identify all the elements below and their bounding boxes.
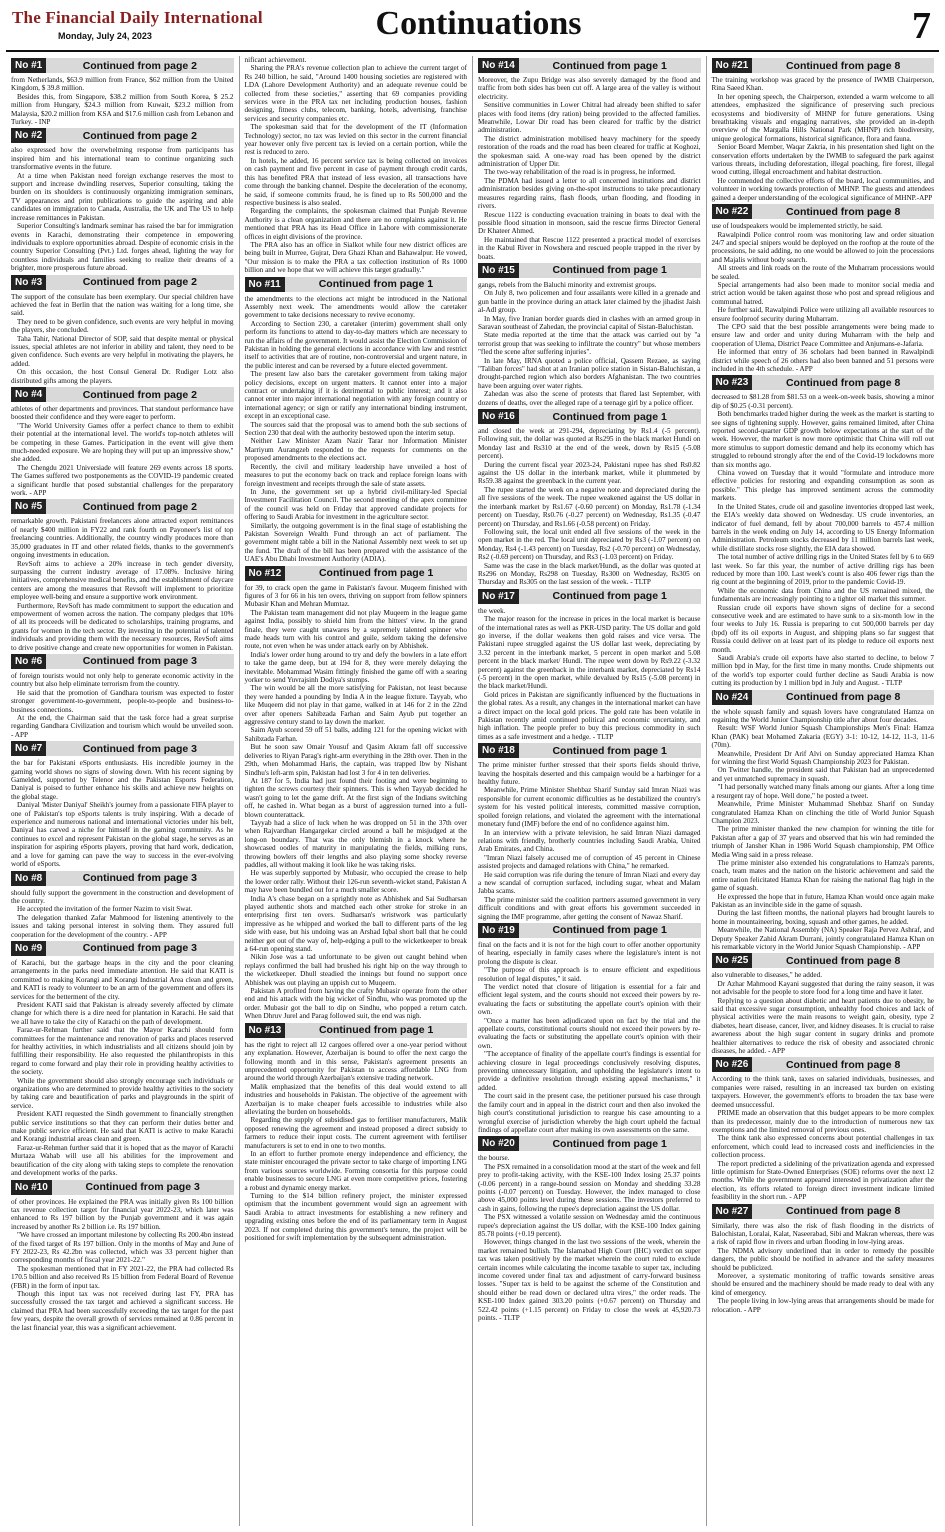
- story-number-tag: No #5: [11, 499, 46, 514]
- story-paragraph: He commended the collective efforts of the board, local communities, and volunteer in working towards protection of MHNP. The guests and attendees gained a deeper understanding of the ecological significance of MHNP.-APP: [711, 176, 934, 202]
- story-paragraph: Following suit, the local unit ended all five sessions of the week in the open market in the red. The local unit depreciated by Rs3 (-1.07 percent) on Monday, Rs4 (-1.43 percent) on Tuesday, Rs2 (-0.70 percent) on Wednesday, Rs2 (-0.69 percent) on Thursday, and Rs3 (-1.03 percent) on Friday.: [478, 527, 701, 562]
- story-paragraph: The two-way rehabilitation of the road is in progress, he informed.: [484, 168, 676, 177]
- story-body: [712, 222, 935, 373]
- story-paragraph: the week.: [478, 606, 506, 615]
- story-number-tag: No #12: [245, 566, 286, 581]
- story-paragraph: Senior Board Member, Waqar Zakria, in his presentation shed light on the conservation efforts undertaken by the IWMB to safeguard the park against various threats, including deforestation, illegal poaching, fire forest, illegal wood cutting, illegal encroachment and habitat destruction.: [711, 143, 934, 177]
- story-number-tag: No #24: [712, 690, 753, 705]
- story-paragraph: The spokesman said that for the development of the IT (Information Technology) sector, no tax was levied on this sector in the current financial year however only five percent tax is levied on a certain portion, while the rest is reduced to zero.: [244, 123, 467, 157]
- story-paragraph: athletes of other departments and provinces. That standout performance have boosted their confidence and they were eager to perform.: [11, 405, 234, 422]
- story-paragraph: "The World University Games offer a perfect chance to them to exhibit their potential at the international level. The world's top-notch athletes will be competing in these Games. Participation in the event will give them much-needed exposure. We are hoping they will put up an impressive show," she added.: [11, 421, 234, 464]
- story-paragraph: Same was the case in the black market/Hundi, as the dollar was quoted at Rs296 on Monday, Rs298 on Tuesday, Rs300 on Wednesday, Rs305 on Thursday and Rs305 on the last session of the week. - TLTP: [478, 561, 701, 587]
- continued-from-label: Continued from page 8: [785, 376, 901, 389]
- story-body: [245, 56, 468, 275]
- story-header: [712, 953, 935, 968]
- continued-from-label: Continued from page 1: [552, 410, 667, 423]
- story-paragraph: the amendments to the elections act might be introduced in the National Assembly next week. The amendments would allow the caretaker government to take decisions necessary to revive economy.: [244, 294, 467, 320]
- story-paragraph: The prime minister further stressed that their sports fields should thrive, leaving the hospitals deserted and this campaign would be a harbinger for a healthy future.: [478, 761, 701, 787]
- story-body: [245, 295, 468, 564]
- story-paragraph: decreased to $81.28 from $81.53 on a week-on-week basis, showing a minor dip of $0.25 (-0.31 percent).: [711, 393, 934, 410]
- story-paragraph: remarkable growth. Pakistani freelancers alone attracted export remittances of nearly $400 million in FY22 and rank fourth on Payoneer's list of top freelancing countries. Additionally, the country windly produces more than 35,000 graduates in IT and other related fields, thanks to the government's ongoing investments in education.: [11, 517, 234, 560]
- story-header: [712, 375, 935, 390]
- continuation-story: [11, 275, 234, 385]
- continuation-story: [712, 1204, 935, 1314]
- story-paragraph: He said that the promotion of Gandhara tourism was expected to foster stronger government-to-government, people-to-people and business-to-business connections.: [11, 688, 234, 714]
- story-paragraph: The verdict noted that closure of litigation is essential for a fair and efficient legal system, and the courts should not exceed their powers by re-evaluating the facts or substituting the appellate court's opinion with their own.: [478, 983, 701, 1017]
- story-paragraph: The sources said that the proposal was to amend both the sub sections of Section 230 that deal with the authority bestowed upon the interim setup.: [244, 420, 467, 438]
- story-paragraph: PRIME made an observation that this budget appears to be more complex than its predecessor, mainly due to the introduction of numerous new tax exemptions and the limited removal of previous ones.: [711, 1109, 934, 1134]
- continuation-story: [11, 654, 234, 739]
- story-paragraph: He maintained that Rescue 1122 presented a practical model of exercises in the Kabul River in Nowshera and rescued people trapped in the river by boats.: [478, 235, 701, 261]
- column-2: [240, 56, 474, 1526]
- story-paragraph: Similarly, the outgoing government is in the final stage of establishing the Pakistan Sovereign Wealth Fund through an act of parliament. The government might table a bill in the National Assembly next week to set up the fund. The draft of the bill has been prepared with the assistance of the UAE's Abu Dhabi Investment Authority (ADIA).: [244, 521, 467, 564]
- continuation-story: [712, 58, 935, 202]
- story-header: [11, 499, 234, 514]
- continuation-story: [11, 871, 234, 939]
- story-number-tag: No #1: [11, 58, 46, 73]
- story-body: [11, 517, 234, 652]
- continuation-story: [11, 387, 234, 497]
- story-header: [478, 409, 701, 424]
- story-body: [478, 76, 701, 261]
- continuation-story: [478, 58, 701, 261]
- story-number-tag: No #13: [245, 1023, 286, 1038]
- story-paragraph: The people living in low-lying areas that arrangements should be made for relocation. - APP: [711, 1297, 934, 1314]
- story-paragraph: According to the think tank, taxes on salaried individuals, businesses, and companies were raised, resulting in an increased tax burden on existing taxpayers. However, the government's efforts to broaden the tax base were deemed unsuccessful.: [711, 1075, 934, 1109]
- story-paragraph: Moreover, a systematic monitoring of traffic towards sensitive areas should be ensured and the machinery should be made ready to deal with any kind of emergency.: [711, 1272, 934, 1297]
- continued-from-label: Continued from page 8: [785, 1058, 901, 1071]
- story-body: [245, 1041, 468, 1243]
- story-paragraph: of Karachi, but the garbage heaps in the city and the poor cleaning arrangements in the parks need immediate attention. He said that KATI is committed to making Korangi and Korangi Industrial Area clean and green, and KATI is ready to volunteer to be an arm of the government and offers its services for the betterment of the city.: [11, 958, 234, 1001]
- story-paragraph: In May, five Iranian border guards died in clashes with an armed group in Saravan southeast of Zahedan, the provincial capital of Sistan-Baluchistan.: [478, 314, 701, 331]
- story-body: [478, 1154, 701, 1322]
- story-paragraph: India A's chase began on a sprightly note as Abhishek and Sai Sudharsan played authentic shots and matched each other stroke for stroke in an enterprising first ten overs. Sudharsan's wristwork was particularly impressive as he whipped and worked the ball to different parts of the leg side with ease, but his undoing was an Arshad Iqbal short ball that he could neither get out of the way of, help-edging a pull to the wicketkeeper to break a 64-run opening stand.: [244, 894, 467, 954]
- story-paragraph: "The purpose of this approach is to ensure efficient and expeditious resolution of legal disputes," it said.: [478, 966, 701, 983]
- continued-from-label: Continued from page 2: [82, 500, 198, 513]
- story-paragraph: Saudi Arabia's crude oil exports have also started to decline, to below 7 million bpd in May, for the first time in many months. Crude shipments out of the world's top exporter could further decline as Saudi Arabia is now cutting its production by 1 million bpd in July and August. - TLTP: [711, 654, 934, 688]
- story-paragraph: of other provinces. He explained the PRA was initially given Rs 100 billion tax revenue collection target for financial year 2022-23, which later was enhanced to Rs 197 billion by the Punjab government and it was again increased by another Rs 2 billion i.e. Rs 197 billion.: [11, 1197, 234, 1231]
- story-paragraph: The report predicted a sidelining of the privatization agenda and expressed little optimism for State-Owned Enterprises (SOE) reforms over the next 12 months. While the government appeared interested in privatization after the election, its efforts related to foreign direct investment indicate limited feasibility in the short run. - APP: [711, 1159, 934, 1202]
- story-paragraph: In the United States, crude oil and gasoline inventories dropped last week, the EIA's weekly data showed on Wednesday. US crude inventories, an indicator of fuel demand, fell by about 700,000 barrels to 457.4 million barrels in the week ending on July 14, according to US Energy Information Administration. Petroleum stocks decreased by 11 million barrels last week, while distillate stocks rose slightly, the EIA data showed.: [711, 502, 934, 553]
- story-paragraph: At a time when Pakistan need foreign exchange reserves the most to support and increase dwindling reserves, Superior consulting, taking the burden on its shoulders is continuously organizing immigration seminars, TV appearances and print publications to guide the aspiring and able candidates on immigration to Canada, Australia, the UK and The US to help increase remittances in Pakistan.: [11, 171, 234, 222]
- story-header: [712, 1204, 935, 1219]
- story-paragraph: Faraz-ur-Rehman further said that it is hoped that as the mayor of Karachi Murtaza Wahab will use all his abilities for the improvement and beautification of the city along with taking steps to complete the renovation and development works of the parks.: [11, 1143, 234, 1178]
- story-paragraph: He said corruption was rife during the tenure of Imran Niazi and every day a new scandal of corruption surfaced, including sugar, wheat and Malam Jabba scams.: [478, 870, 701, 896]
- story-number-tag: No #15: [478, 263, 519, 278]
- story-paragraph: On July 8, two policemen and four assailants were killed in a grenade and gun battle in the province during an attack later claimed by the jihadist Jaish al-Adl group.: [478, 289, 701, 315]
- story-number-tag: No #27: [712, 1204, 753, 1219]
- story-paragraph: While the economic data from China and the US remained mixed, the fundamentals are increasingly pointing to a tighter oil market this summer.: [711, 586, 934, 604]
- story-body: [478, 607, 701, 742]
- story-paragraph: from Netherlands, $63.9 million from France, $62 million from the United Kingdom, $ 39.8 million.: [11, 76, 234, 93]
- story-paragraph: They need to be given confidence, such events are very helpful in moving the players, she concluded.: [11, 317, 234, 335]
- story-paragraph: Meanwhile, Prime Minister Muhammad Shehbaz Sharif on Sunday congratulated Hamza Khan on clinching the title of World Junior Squash Champion 2023.: [711, 800, 934, 825]
- story-paragraph: Pakistan A profited from having the crafty Mubasir operate from the other end and his attack with the big wicket of Sindhu, who was promoted up the order. Mubasir got the ball to dip on Sindhu, who popped a return catch. When Dhruv Jurel and Parag followed suit, the end was nigh.: [244, 987, 467, 1021]
- story-paragraph: The rupee started the week on a negative note and depreciated during the all five sessions of the week. The rupee weakened against the US dollar in the interbank market by Rs1.67 (-0.60 percent) on Monday, Rs1.78 (-1.34 percent) on Tuesday, Rs0.76 (-0.27 percent) on Wednesday, Rs1.35 (-0.47 percent) on Thursday, and Rs1.66 (-0.58 percent) on Friday.: [478, 485, 701, 528]
- continuation-story: [478, 589, 701, 742]
- story-number-tag: No #23: [712, 375, 753, 390]
- story-paragraph: According to Section 230, a caretaker (interim) government shall only perform its functions to attend to day-to-day matters which are necessary to run the affairs of the government. It would assist the Election Commission of Pakistan in holding the general elections in accordance with law and restrict itself to activities that are of routine, non-controversial and urgent nature, in the public interest and can be reversed by a future elected government.: [244, 319, 467, 370]
- continuation-story: [712, 953, 935, 1055]
- continuation-story: [478, 743, 701, 921]
- story-header: [712, 1057, 935, 1072]
- story-paragraph: The win would be all the more satisfying for Pakistan, not least because they were handed a pounding by India A in the league fixture. Tayyab, who like Muqeem did not play in that game, walked in at 146 for 2 in the 22nd over after openers Sahibzada Farhan and Saim Ayub put together an aggressive century stand to lay down the marker.: [244, 684, 467, 727]
- story-number-tag: No #8: [11, 871, 46, 886]
- story-header: [712, 690, 935, 705]
- continued-from-label: Continued from page 1: [552, 744, 667, 757]
- story-paragraph: The prime minister also extended his congratulations to Hamza's parents, coach, team mates and the nation on the historic achievement and said the entire nation felicitated Hamza Khan for raising the national flag high in the game of squash.: [711, 858, 934, 893]
- story-paragraph: But he soon saw Omair Yousuf and Qasim Akram fall off successive deliveries to Riyan Parag's right-arm everything in the 28th over. Then in the 29th, when Mohammad Haris, the captain, was trapped lbw by Nishant Sindhu's left-arm spin, Pakistan had lost 3 for 4 in ten deliveries.: [244, 743, 467, 777]
- story-paragraph: President KATI said that Pakistan is already severely affected by climate change for which there is a dire need for plantation in Karachi. He said that we all have to take the city of Karachi on the path of development.: [11, 1000, 234, 1026]
- story-paragraph: has the right to reject all 12 cargoes offered over a one-year period without any explanation. However, Azerbaijan is bound to offer the next cargo the following month and in this sense, Pakistan's agreement presents an unprecedented opportunity for Pakistan to access affordable LNG from around the world through Azerbaijan's extensive trading network.: [244, 1040, 467, 1083]
- story-paragraph: The spokesman mentioned that in FY 2021-22, the PRA had collected Rs 170.5 billion and also received Rs 15 billion from Federal Board of Revenue (FBR) in the form of input tax.: [11, 1264, 234, 1290]
- story-body: [712, 1075, 935, 1201]
- continued-from-label: Continued from page 1: [318, 278, 434, 291]
- story-paragraph: Dr Azhar Mahmood Kayani suggested that during the rainy season, it was not advisable for the people to store food for a long time and have it later.: [711, 979, 934, 997]
- story-header: [245, 566, 468, 581]
- story-paragraph: The think tank also expressed concerns about potential challenges in tax enforcement, which could lead to increased costs and inefficiencies in the collection process.: [711, 1134, 934, 1160]
- story-paragraph: Meanwhile, Prime Minister Shehbaz Sharif Sunday said Imran Niazi was responsible for current economic difficulties as he destabilized the country's system for his vested political interests, committed massive corruption, spoiled foreign relations, and violated the agreement with the international monetary fund (IMF) before the end of no confidence against him.: [478, 786, 701, 829]
- continued-from-label: Continued from page 3: [82, 742, 198, 755]
- story-paragraph: Moreover, the Zupu Bridge was also severely damaged by the flood and traffic from both sides has been cut off. A large area of the valley is without electricity.: [478, 76, 701, 101]
- story-paragraph: Daniyal 'Mister Daniyal' Sheikh's journey from a passionate FIFA player to one of Pakistan's top eSports talents is truly inspiring. With a decade of experience and numerous national and international victories under his belt, Daniyal has carved a niche for himself in the gaming community. As he continues to excel and represent Pakistan on the global stage, he serves as an inspiration for aspiring eSports players, proving that hard work, dedication, and a love for gaming can pave the way to success in the ever-evolving world of eSports.: [11, 801, 234, 869]
- story-paragraph: On this occasion, the host Consul General Dr. Rudiger Lotz also distributed gifts among the players.: [11, 368, 234, 385]
- story-header: [11, 387, 234, 402]
- story-paragraph: Though this input tax was not received during last FY, PRA has successfully crossed the tax target and achieved a significant success. He claimed that PRA had been successfully exceeding the tax target for the past few years, despite the overall growth of services remained at 0.86 percent in the last financial year, this was a significant achievement.: [11, 1289, 234, 1332]
- story-paragraph: "Once a matter has been adjudicated upon on fact by the trial and the appellate courts, constitutional courts should not exceed their powers by re-evaluating the facts or substituting the appellate court's opinion with their own.: [478, 1016, 701, 1050]
- story-header: [11, 941, 234, 956]
- continued-from-label: Continued from page 2: [82, 59, 198, 72]
- story-paragraph: In late May, IRNA quoted a police official, Qassem Rezaee, as saying "Taliban forces" had shot at an Iranian police station in Sistan-Baluchistan, a drought-parched region which also borders Afghanistan. The two countries have been arguing over water rights.: [478, 356, 701, 390]
- story-paragraph: The Chengdu 2021 Universiade will feature 269 events across 18 sports. The Games suffered two postponements as the COVID-19 pandemic created a significant hurdle that posed substantial challenges for the preparatory work. - APP: [11, 463, 234, 498]
- story-paragraph: The total number of active drilling rigs in the United States fell by 6 to 669 last week. So far this year, the number of active drilling rigs has been reduced by more than 100. Last week's count is also 406 fewer rigs than the rig count at the beginning of 2019, prior to the pandemic Covid-19.: [711, 553, 934, 587]
- story-paragraph: Tayyab had a slice of luck when he was dropped on 51 in the 37th over when Rajvardhan Hangargekar circled around a ball he misjudged at the long-on boundary. That was the only blemish in a knock where he showcased oodles of maturity in manipulating the fields, milking runs, throwing bowlers off their lengths and also playing some shocky reverse paddles, all without making it look like he was taking risks.: [244, 818, 467, 869]
- story-paragraph: Nikin Jose was a tad unfortunate to be given out caught behind when replays confirmed the ball had brushed his right hip on the way through to the wicketkeeper. Dhull steadied the innings but found no support once Abhishek was out playing an uppish cut to Muqeem.: [244, 953, 467, 987]
- continued-from-label: Continued from page 1: [318, 1024, 434, 1037]
- continuation-story: [478, 409, 701, 587]
- story-body: [11, 146, 234, 272]
- story-paragraph: The delegation thanked Zafar Mahmood for listening attentively to the issues and taking personal interest in solving them. They assured full cooperation for the development of the country. - APP: [11, 913, 234, 939]
- column-1: [6, 56, 240, 1526]
- story-number-tag: No #26: [712, 1057, 753, 1072]
- continued-from-label: Continued from page 2: [82, 129, 198, 142]
- story-paragraph: also vulnerable to diseases," he added.: [711, 971, 823, 980]
- story-paragraph: Gold prices in Pakistan are significantly influenced by the fluctuations in the global rates. As a result, any changes in the international market can have a direct impact on the local gold prices. The gold rate has been volatile in Pakistan recently amid continued political and economic uncertainty, and high inflation. The people prefer to buy this precious commodity in such times as a safe investment and a hedge. - TLTP: [478, 690, 701, 741]
- story-number-tag: No #19: [478, 923, 519, 938]
- continuation-story: [11, 1180, 234, 1333]
- continued-from-label: Continued from page 1: [552, 264, 667, 277]
- story-paragraph: In hotels, he added, 16 percent service tax is being collected on invoices on cash payment and five percent in case of payment through credit cards, this has benefited PRA that instead of less evasion, all transactions have come through the banking channel. Despite the deceleration of the economy, he said, if someone commits fraud, he is fined up to Rs 500,000 and the respective business is also sealed.: [244, 156, 467, 207]
- story-paragraph: Saim Ayub scored 59 off 51 balls, adding 121 for the opening wicket with Sahibzada Farhan.: [244, 726, 467, 743]
- story-paragraph: Meanwhile, President Dr Arif Alvi on Sunday appreciated Hamza Khan for winning the first World Squash Championship 2023 for Pakistan.: [711, 749, 934, 767]
- story-paragraph: The training workshop was graced by the presence of IWMB Chairperson, Rina Saeed Khan.: [711, 76, 934, 93]
- story-paragraph: President KATI requested the Sindh government to financially strengthen public service institutions so that they can perform their duties better and make public service efficient. He said that KATI is active to make Karachi and Korangi industrial areas clean and green.: [11, 1110, 234, 1144]
- continuation-story: [712, 204, 935, 373]
- story-header: [478, 1136, 701, 1151]
- story-body: [712, 708, 935, 952]
- story-paragraph: In an interview with a private television, he said Imran Niazi damaged relations with friendly, brotherly countries including Saudi Arabia, United Arab Emirates, and China.: [478, 828, 701, 854]
- story-paragraph: nificant achievement.: [244, 56, 307, 64]
- continued-from-label: Continued from page 8: [785, 691, 901, 704]
- page-number: 7: [912, 5, 931, 47]
- story-paragraph: He accepted the invitation of the former Nazim to visit Swat.: [17, 905, 193, 914]
- story-number-tag: No #9: [11, 941, 46, 956]
- story-body: [712, 393, 935, 687]
- story-paragraph: and closed the week at 291-294, depreciating by Rs1.4 (-5 percent). Following suit, the dollar was quoted at Rs295 in the black market Hundi on Monday last and Rs310 at the end of the week, down by Rs15 (-5.08 percent).: [478, 427, 701, 461]
- continued-from-label: Continued from page 2: [82, 388, 198, 401]
- story-body: [712, 1222, 935, 1314]
- story-paragraph: the whole squash family and squash lovers have congratulated Hamza on regaining the World Junior Championship title after about four decades.: [711, 707, 934, 725]
- story-paragraph: Malik emphasized that the benefits of this deal would extend to all industries and households in Pakistan. The objective of the agreement with Azerbaijan is to make cheaper fuels accessible to industries while also alleviating the burden on households.: [244, 1082, 467, 1116]
- story-paragraph: The district administration mobilised heavy machinery for the speedy restoration of the roads and the road has been cleared for traffic at Koghozi, the spokesman said. A one-way road has been opened by the district administration of Upper Dir.: [478, 134, 701, 169]
- story-paragraph: "We have crossed an important milestone by collecting Rs 200.4bn instead of the fixed target of Rs 197 billion. Only in the months of May and June of FY 2022-23, Rs 42.2bn was collected, which was 33 percent higher than corresponding months of fiscal year 2021-22.": [11, 1231, 234, 1265]
- story-body: [478, 281, 701, 407]
- story-paragraph: The Pakistan team management did not play Muqeem in the league game against India, possibly to shield him from the hitters' view. In the grand finale, they were caught unawares by a supremely talented spinner who made heads turn with his control and guile, seldom taking the defensive route, not even when he was under attack early on by Abhishek.: [244, 608, 467, 651]
- story-paragraph: "I had personally watched many finals among our giants. After a long time a resurgent ray of hope. Well done," he posted a tweet.: [711, 783, 934, 800]
- story-paragraph: Rawalpindi Police control room was monitoring law and order situation 24/7 and special snipers would be deployed on the rooftop at the route of the processions, he said adding, no one would be allowed to join the processions and Majalis without body search.: [711, 230, 934, 264]
- story-header: [245, 277, 468, 292]
- story-paragraph: Meanwhile, the National Assembly (NA) Speaker Raja Pervez Ashraf, and Deputy Speaker Zahid Akram Durrani, jointly congratulated Hamza Khan on his remarkable victory in the World Junior Squash Championship. - APP: [711, 926, 934, 951]
- continuation-story: [712, 690, 935, 952]
- story-paragraph: The PSX witnessed a volatile session on Wednesday amid the continuous rupee's depreciation against the US dollar, with the KSE-100 Index gaining 85.78 points (+0.19 percent).: [478, 1213, 701, 1238]
- story-paragraph: Russian crude oil exports have shown signs of decline for a second consecutive week and are estimated to have sunk to a six-month low in the four weeks to July 16. Russia is preparing to cut 500,000 barrels per day (bpd) off its oil exports in August, and shipping plans so far suggest that Russia could deliver on at least part of its pledge to reduce oil exports next month.: [711, 603, 934, 654]
- continuation-story: [11, 58, 234, 126]
- story-paragraph: the bar for Pakistani eSports enthusiasts. His incredible journey in the gaming world shows no signs of slowing down. With his recent signing by Gamelded, supported by Telenor and the Pakistan Esports Federation, Daniyal is poised to further enhance his skills and achieve new heights on the global stage.: [11, 759, 234, 801]
- story-header: [11, 871, 234, 886]
- story-paragraph: Superior Consulting's landmark seminar has raised the bar for immigration events in Karachi, demonstrating their competence in empowering individuals to explore opportunities abroad. Despite of economic crisis in the country Superior Consulting (Pvt.) Ltd. forges ahead, lighting the way for countless individuals and families seeking to realize their dreams of a brighter, more prosperous future abroad.: [11, 222, 234, 273]
- continuation-story: [478, 263, 701, 407]
- masthead: [6, 0, 939, 52]
- continued-from-label: Continued from page 1: [318, 567, 434, 580]
- story-paragraph: Similarly, there was also the risk of flash flooding in the districts of Balochistan, Loralai, Kalat, Naseerabad, Sibi and Makran whereas, there was a risk of rapid flow in rivers and urban flooding in low-lying areas.: [711, 1221, 934, 1247]
- story-number-tag: No #3: [11, 275, 46, 290]
- continuation-story: [11, 741, 234, 868]
- story-body: [478, 427, 701, 587]
- continued-from-label: Continued from page 3: [85, 1181, 200, 1193]
- continuation-story: [712, 1057, 935, 1201]
- continued-from-label: Continued from page 3: [82, 942, 198, 955]
- story-number-tag: No #22: [712, 204, 753, 219]
- story-number-tag: No #25: [712, 953, 753, 968]
- story-paragraph: The NDMA advisory underlined that in order to remedy the possible dangers, the public should be notified in advance and the safety measures should be publicized.: [711, 1246, 934, 1272]
- story-paragraph: The support of the consulate has been exemplary. Our special children have achieved the feat in Berlin that the nation was waiting for a long time, she said.: [11, 292, 234, 318]
- story-header: [11, 1180, 234, 1195]
- story-paragraph: of foreign tourists would not only help to generate economic activity in the country but also help eliminate terrorism from the country.: [11, 671, 234, 689]
- story-number-tag: No #16: [478, 409, 519, 424]
- story-paragraph: Recently, the civil and military leadership have unveiled a host of measures to put the economy back on track and replace foreign loans with foreign investment and receipts through the sale of state assets.: [244, 462, 467, 488]
- newspaper-brand: The Financial Daily International: [12, 8, 263, 27]
- continued-from-label: Continued from page 1: [552, 59, 667, 72]
- story-paragraph: Result: WSF World Junior Squash Championships Men's Final: Hamza Khan (PAK) beat Mohamed Zakaria (EGY) 3-1: 10-12, 14-12, 11-3, 11-6 (70m).: [711, 724, 934, 750]
- story-paragraph: Sensitive communities in Lower Chitral had already been shifted to safer places with food items (dry ration) being provided to the affected families. Meanwhile, Lowar Dir road has been cleared for traffic by the district administration.: [478, 101, 701, 135]
- story-number-tag: No #10: [11, 1180, 52, 1195]
- story-paragraph: On Twitter handle, the president said that Pakistan had an unprecedented and yet unmatched supremacy in squash.: [711, 766, 934, 783]
- column-3: [473, 56, 707, 1526]
- column-4: [707, 56, 940, 1526]
- continued-from-label: Continued from page 3: [82, 872, 198, 884]
- story-header: [11, 128, 234, 143]
- story-paragraph: final on the facts and it is not for the high court to offer another opportunity of hearing, especially in family cases where the legislature's intent is not prolong the dispute is clear.: [478, 940, 701, 966]
- story-header: [478, 589, 701, 604]
- continued-from-label: Continued from page 3: [82, 655, 198, 668]
- story-number-tag: No #4: [11, 387, 46, 402]
- continuation-story: [245, 1023, 468, 1243]
- story-paragraph: Replying to a question about diabetic and heart patients due to obesity, he said that excessive sugar consumption, unhealthy food choices and lack of physical activities were the main reasons to weight gain, obesity, type 2 diabetes, heart disease, cancer, liver, and kidney diseases. It is crucial to raise awareness about the high sugar content in sugary drinks and promote healthier alternatives to reduce the risk of obesity and associated chronic diseases, he added. - APP: [711, 996, 934, 1056]
- continuation-story: [11, 499, 234, 652]
- story-paragraph: He expressed the hope that in future, Hamza Khan would once again make Pakistan as an invincible side in the game of squash.: [711, 892, 934, 909]
- story-paragraph: also expressed how the overwhelming response from participants has inspired him and his international team to continue organizing such transformative events in the future.: [11, 146, 234, 172]
- story-paragraph: At the end, the Chairman said that the task force had a great surprise regarding Gandhara Civilization and tourism which would be unveiled soon. - APP: [11, 714, 234, 739]
- story-paragraph: The prime minister said the coalition partners assumed government in very difficult conditions and with great efforts his government succeeded in signing the IMF programme, after getting the consent of Nawaz Sharif.: [478, 895, 701, 921]
- issue-date: Monday, July 24, 2023: [58, 31, 152, 41]
- story-paragraph: China vowed on Tuesday that it would "formulate and introduce more effective policies for restoring and expanding consumption as soon as possible." This pledge has improved sentiment across the commodity markets.: [711, 469, 934, 503]
- story-paragraph: Faraz-ur-Rehman further said that the Mayor Karachi should form committees for the maintenance and renovation of parks and places reserved for healthy activities, in which industrialists and all citizens should join by fulfilling their responsibility. He also requested the philanthropists in this regard to come forward and play their role in providing healthy activities to the society.: [11, 1026, 234, 1077]
- story-number-tag: No #20: [478, 1136, 519, 1151]
- story-number-tag: No #17: [478, 589, 519, 604]
- story-paragraph: Rescue 1122 is conducting evacuation training in boats to deal with the possible flood situation in monsoon, said the rescue firms Director General Dr Khateer Ahmed.: [478, 210, 701, 236]
- story-number-tag: No #6: [11, 654, 46, 669]
- story-header: [478, 743, 701, 758]
- continuation-story: [478, 1136, 701, 1322]
- article-columns: [6, 56, 939, 1526]
- story-header: [478, 923, 701, 938]
- continued-from-label: Continued from page 8: [785, 59, 901, 72]
- story-paragraph: The major reason for the increase in prices in the local market is because of the international rates as well as PKR-USD parity. The US dollar and gold go inverse, if the dollar weakens then gold raises and vice versa. The Pakistani rupee struggled against the US dollar last week, depreciating by 3.32 percent in the interbank market, 5 percent in open market and 5.08 percent in the black market/ Hundi. The rupee went down by Rs9.22 (-3.32 percent) against the greenback in the interbank market, depreciated by Rs14 (-5 percent) in the open market, while devalued by Rs15 (-5.08 percent) in the black market/Hundi.: [478, 615, 701, 691]
- story-header: [245, 1023, 468, 1038]
- continued-from-label: Continued from page 2: [82, 276, 198, 289]
- story-number-tag: No #2: [11, 128, 46, 143]
- story-paragraph: Turning to the $14 billion refinery project, the minister expressed optimism that the incumbent government would sign an agreement with Saudi Arabia to attract investments for establishing a new refinery and upgrading existing ones before the end of its parliamentary term in August 2023. If not completed during this government's tenure, the project will be positioned for swift implementation by the subsequent administration.: [244, 1192, 467, 1243]
- continued-from-label: Continued from page 1: [552, 590, 667, 603]
- story-paragraph: RevSoft aims to achieve a 20% increase in tech gender diversity, surpassing the current industry average of 17.08%. Inclusive hiring initiatives, comprehensive medical benefits, and the establishment of daycare centers are among the measures that Revsoft will implement to prioritize employee well-being and ensure a supportive work environment.: [11, 559, 234, 602]
- story-paragraph: However, things changed in the last two sessions of the week, wherein the market remained bullish. The Islamabad High Court (IHC) verdict on super tax was taken positively by the market wherein the court ruled to exclude certain incomes while calculating the income taxable to super tax, including income covered under final tax and adjustment of carry-forward business losses. "Super tax is held to be against the scheme of the Constitution and should either be read down or declared ultra vires," the order reads. The KSE-100 Index gained 303.20 points (+0.67 percent) on Thursday and 522.42 points (+1.15 percent) on Friday to close the week at 45,920.73 points. - TLTP: [478, 1238, 701, 1323]
- story-body: [11, 405, 234, 497]
- story-header: [11, 58, 234, 73]
- story-paragraph: Special arrangements had also been made to monitor social media and strict action would be taken against those who post and spread religious and communal hatred.: [711, 280, 934, 306]
- story-paragraph: All streets and link roads on the route of the Muharram processions would be sealed.: [711, 264, 934, 281]
- story-paragraph: During the last fifteen months, the national players had brought laurels to home in mountaineering, boxing, squash and other games, he added.: [711, 909, 934, 926]
- story-paragraph: Furthermore, RevSoft has made commitment to support the education and empowerment of women across the nation. The company pledges that 10% of all its proceeds will be dedicated to scholarships, training programs, and grants for women in the tech sector. By investing in the potential of talented individuals and providing them with the necessary resources, RevSoft aims to drive positive change and create new opportunities for women in Pakistan.: [11, 601, 234, 652]
- story-paragraph: At 187 for 5, India had just found their footing and were beginning to tighten the screws courtesy their spinners. This is when Tayyab decided he wasn't going to let the game drift. At the first sign of the Indians switching off, he cashed in. What began as a burst of aggression turned into a full-blown counterattack.: [244, 776, 467, 819]
- story-header: [11, 654, 234, 669]
- story-paragraph: Regarding the complaints, the spokesman claimed that Punjab Revenue Authority is a clean organization and there are no complaints against it. He mentioned that PRA has its Head Office in Lahore with commissionerate offices in eight divisions of the province.: [244, 207, 467, 241]
- story-paragraph: Neither Law Minister Azam Nazir Tarar nor Information Minister Marriyum Aurangzeb responded to the requests for comments on the proposed amendments to the elections act.: [244, 437, 467, 463]
- continuation-story: [245, 566, 468, 1021]
- story-paragraph: use of loudspeakers would be implemented strictly, he said.: [711, 222, 883, 231]
- continuation-story: [478, 923, 701, 1134]
- story-paragraph: Both benchmarks traded higher during the week as the market is starting to see signs of tightening supply. However, gains remained limited, after China reported second-quarter GDP growth below expectations at the start of the week. However, the market is now more optimistic that China will roll out more stimulus to support domestic demand and help its economy which has struggled to rebound strongly after the end of the Covid-19 lockdowns more than six months ago.: [711, 410, 934, 469]
- story-header: [712, 58, 935, 73]
- story-body: [11, 759, 234, 868]
- story-header: [478, 263, 701, 278]
- story-paragraph: for 39, to crack open the game in Pakistan's favour. Muqeem finished with figures of 3 for 66 in his ten overs, thriving on support from fellow spinners Mubasir Khan and Mehran Mumtaz.: [244, 583, 467, 609]
- continuation-story: [245, 277, 468, 564]
- story-paragraph: The prime minister thanked the new champion for winning the title for Pakistan after a gap of 37 years and observed that his win had reminded the triumph of Jansher Khan in 1986 World Squash championship, PM Office Media Wing said in a press release.: [711, 825, 934, 859]
- story-body: [712, 971, 935, 1055]
- continued-from-label: Continued from page 8: [785, 954, 901, 967]
- story-paragraph: gangs, rebels from the Baluchi minority and extremist groups.: [478, 280, 657, 289]
- story-paragraph: Sharing the PRA's revenue collection plan to achieve the current target of Rs 240 billion, he said, "Around 1400 housing societies are registered with LDA (Lahore Development Authority) and an adequate revenue could be collected from these societies," asserting that 69 companies providing services were in the PRA tax net including production houses, fashion designing, fitness clubs, telecom, banking, hotels, advertising, franchise services and security companies etc.: [244, 64, 467, 123]
- story-number-tag: No #21: [712, 58, 753, 73]
- continued-from-label: Continued from page 1: [552, 924, 667, 937]
- story-paragraph: Besides this, from Singapore, $38.2 million from South Korea, $ 25.2 million from Hungary, $24.3 million from Kuwait, $23.2 million from Malaysia, $20.2 million from KSA and $17.6 million cash from Lebanon and Turkey. - INP: [11, 92, 234, 127]
- story-paragraph: Taha Tahir, National Director of SOP, said that despite mental or physical issues, special athletes are not inferior in ability and talent, they need to be given confidence. Such events are very helpful in motivating the players, he added.: [11, 334, 234, 368]
- story-header: [712, 204, 935, 219]
- story-paragraph: While the government should also strongly encourage such individuals or organizations who are determined to provide healthy activities to the society by taking care and beautification of parks and playgrounds in the spirit of service.: [11, 1076, 234, 1110]
- story-body: [478, 761, 701, 921]
- story-paragraph: In June, the government set up a hybrid civil-military-led Special Investment Facilitation Council. The second meeting of the apex committee of the council was held on Friday that approved candidate projects for offering to Saudi Arabia for investment in the agriculture sector.: [244, 487, 467, 522]
- story-paragraph: State media reported at the time that the attack was carried out by "a terrorist group that was seeking to infiltrate the country" but whose members "fled the scene after suffering injuries".: [478, 331, 701, 357]
- continuation-story: [11, 128, 234, 272]
- story-paragraph: He further said, Rawalpindi Police were utilizing all available resources to ensure foolproof security during Muharram.: [711, 306, 934, 323]
- story-header: [11, 275, 234, 290]
- story-paragraph: He informed that entry of 36 scholars had been banned in Rawalpindi district while speech of 26 others had also been banned and 51 persons were included in the 4th schedule. - APP: [711, 348, 934, 373]
- story-paragraph: The PDMA had issued a letter to all concerned institutions and district administration besides giving on-the-spot instructions to take precautionary measures regarding rains, flash floods, urban flooding, and flooding in rivers.: [478, 176, 701, 211]
- story-paragraph: The CPO said that the best possible arrangements were being made to ensure law and order and unity during Muharram with the help and cooperation of Ulema, District Peace Committee and Anjumans-e-Jafaria.: [711, 322, 934, 348]
- story-paragraph: In her opening speech, the Chairperson, extended a warm welcome to all attendees, emphasized the significance of preserving such precious ecosystems and biodiversity of MHNP for future generations. Using breathtaking visuals and engaging narratives, she provided an in-depth overview of the Margalla Hills National Park (MHNP) rich biodiversity, unique geological formations, historical significance, flora and fauna.: [711, 92, 934, 143]
- story-body: [478, 941, 701, 1134]
- story-body: [11, 76, 234, 126]
- continued-from-label: Continued from page 8: [785, 205, 901, 218]
- story-paragraph: The court said in the present case, the petitioner pursued his case through the family court and in appeal in the district court and then also invoked the high court's constitutional jurisdiction to reargue his case amounting to a wrongful exercise of jurisdiction whereby the high court upheld the factual findings of appellate court after making its own assessments on the same.: [478, 1092, 701, 1134]
- story-body: [245, 584, 468, 1021]
- story-body: [11, 1198, 234, 1333]
- story-paragraph: He was superbly supported by Mubasir, who occupied the crease to help the lower order rally. Without their 126-run seventh-wicket stand, Pakistan A may have been bundled out for a much smaller score.: [244, 869, 467, 895]
- story-number-tag: No #7: [11, 741, 46, 756]
- story-paragraph: "Imran Niazi falsely accused me of corruption of 45 percent in Chinese assisted projects and damaged relations with China," he remarked.: [478, 853, 701, 871]
- story-number-tag: No #18: [478, 743, 519, 758]
- story-number-tag: No #11: [245, 277, 285, 292]
- story-paragraph: "The acceptance of finality of the appellate court's findings is essential for achieving closure in legal proceedings conclusively resolving disputes, preventing unnecessary litigation, and upholding the legislature's intent to provide a definitive resolution through existing appeal mechanisms," it added.: [478, 1050, 701, 1092]
- continuation-story: [245, 56, 468, 275]
- continuation-story: [11, 941, 234, 1178]
- story-paragraph: The PSX remained in a consolidation mood at the start of the week and fell prey to profit-taking activity, with the KSE-100 Index losing 25.37 points (-0.06 percent) in a range-bound session on Monday and shedding 33.28 points (-0.07 percent) on Tuesday. However, the index managed to close above 45,000 points level during these sessions. The investors preferred to cash in gains, following the rupee's depreciation against the US dollar.: [478, 1162, 701, 1213]
- story-body: [11, 293, 234, 385]
- story-paragraph: The present law also bars the caretaker government from taking major policy decisions, except on urgent matters. It cannot enter into a major contract or undertaking if it is detrimental to public interest; and it also cannot enter into major international negotiation with any foreign country or international agency; or sign or ratify any international binding instrument, except in an exceptional case.: [244, 370, 467, 421]
- story-paragraph: The PRA also has an office in Sialkot while four new district offices are being built in Murree, Gujrat, Dera Ghazi Khan and Bahawalpur. He vowed, "Our mission is to make the PRA a tax collection institution of Rs 1000 billion and we hope that we will achieve this target gradually.": [244, 240, 467, 275]
- story-body: [11, 889, 234, 939]
- story-paragraph: Zahedan was also the scene of protests that flared last September, with dozens of deaths, over the alleged rape of a teenage girl by a police officer.: [478, 390, 701, 407]
- story-paragraph: India's lower order hung around to try and defy the bowlers in a late effort to take the game deep, but at 194 for 8, they were merely delaying the inevitable. Mohammad Wasim fittingly finished the game off with a searing yorker to send Yuvrajsinh Dodiya's stumps.: [244, 650, 467, 685]
- story-paragraph: the bourse.: [478, 1154, 510, 1163]
- story-paragraph: should fully support the government in the construction and development of the country.: [11, 888, 234, 905]
- story-body: [11, 959, 234, 1178]
- story-number-tag: No #14: [478, 58, 519, 73]
- story-body: [712, 76, 935, 202]
- story-header: [11, 741, 234, 756]
- story-body: [11, 672, 234, 739]
- section-title: Continuations: [375, 5, 582, 42]
- story-header: [478, 58, 701, 73]
- continued-from-label: Continued from page 1: [552, 1137, 667, 1150]
- continued-from-label: Continued from page 8: [785, 1205, 901, 1218]
- story-paragraph: In an effort to further promote energy independence and efficiency, the state minister encouraged the private sector to take charge of importing LNG from various sources worldwide. Forming consortia for this purpose could enable businesses to secure LNG at even more competitive prices, fostering a robust and dynamic energy market.: [244, 1149, 467, 1192]
- continuation-story: [712, 375, 935, 687]
- story-paragraph: Regarding the supply of subsidised gas to fertiliser manufacturers, Malik opposed renewing the agreement and instead proposed a direct subsidy to farmers to reduce their input costs. The current agreement with fertiliser manufacturers is set to end in one to two months.: [244, 1116, 467, 1150]
- story-paragraph: During the current fiscal year 2023-24, Pakistani rupee has shed Rs0.82 against the US dollar in the interbank market, while it plummeted by Rs59.38 against the greenback in the current year.: [478, 460, 701, 486]
